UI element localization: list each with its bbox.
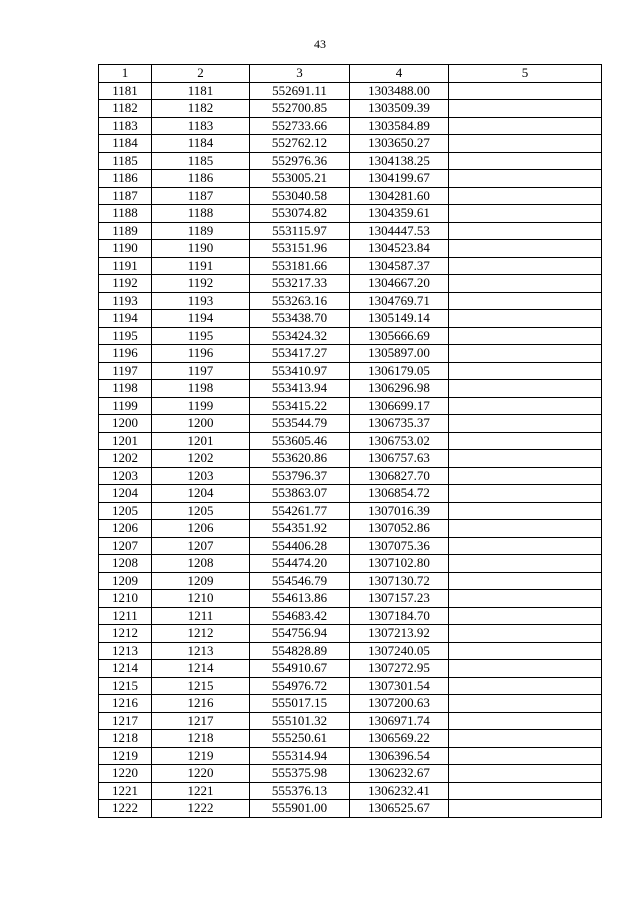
table-cell: 553005.21	[250, 170, 350, 188]
table-row	[99, 135, 602, 153]
table-cell: 553040.58	[250, 187, 350, 205]
table-cell: 1220	[152, 765, 250, 783]
table-cell: 1304199.67	[350, 170, 449, 188]
table-cell: 1304281.60	[350, 187, 449, 205]
table-cell: 1307157.23	[350, 590, 449, 608]
table-cell	[449, 275, 602, 293]
table-cell	[449, 467, 602, 485]
table-cell: 553151.96	[250, 240, 350, 258]
table-row	[99, 205, 602, 223]
table-cell: 1219	[152, 747, 250, 765]
table-cell	[449, 607, 602, 625]
table-cell: 553263.16	[250, 292, 350, 310]
table-cell: 1304769.71	[350, 292, 449, 310]
table-row	[99, 607, 602, 625]
table-cell	[449, 135, 602, 153]
table-cell: 1211	[99, 607, 152, 625]
table-row	[99, 257, 602, 275]
table-cell: 554756.94	[250, 625, 350, 643]
table-row	[99, 677, 602, 695]
table-cell: 552733.66	[250, 117, 350, 135]
table-cell: 1188	[152, 205, 250, 223]
column-header: 3	[250, 65, 350, 83]
table-cell: 1199	[99, 397, 152, 415]
table-cell: 1182	[99, 100, 152, 118]
table-cell: 1192	[152, 275, 250, 293]
coordinates-table	[98, 64, 602, 818]
table-cell: 552762.12	[250, 135, 350, 153]
table-row	[99, 327, 602, 345]
table-cell	[449, 205, 602, 223]
table-cell: 1198	[152, 380, 250, 398]
table-cell: 552700.85	[250, 100, 350, 118]
table-cell: 1306971.74	[350, 712, 449, 730]
table-row	[99, 520, 602, 538]
table-cell: 1188	[99, 205, 152, 223]
table-cell: 1181	[152, 82, 250, 100]
table-cell: 1209	[152, 572, 250, 590]
table-cell: 555101.32	[250, 712, 350, 730]
table-cell: 1218	[152, 730, 250, 748]
table-cell: 1202	[152, 450, 250, 468]
table-cell: 1305149.14	[350, 310, 449, 328]
table-cell: 1201	[152, 432, 250, 450]
table-cell: 1195	[99, 327, 152, 345]
table-cell: 1210	[99, 590, 152, 608]
table-cell: 1305897.00	[350, 345, 449, 363]
table-cell: 1192	[99, 275, 152, 293]
table-cell: 1304587.37	[350, 257, 449, 275]
table-cell: 552691.11	[250, 82, 350, 100]
column-header: 1	[99, 65, 152, 83]
table-header-row	[99, 65, 602, 83]
column-header: 2	[152, 65, 250, 83]
table-cell: 1303509.39	[350, 100, 449, 118]
table-cell: 1306179.05	[350, 362, 449, 380]
table-cell: 555250.61	[250, 730, 350, 748]
table-cell: 1207	[152, 537, 250, 555]
table-row	[99, 170, 602, 188]
table-cell: 1306396.54	[350, 747, 449, 765]
table-cell: 1306854.72	[350, 485, 449, 503]
table-cell	[449, 590, 602, 608]
table-cell: 1197	[152, 362, 250, 380]
table-cell: 1303488.00	[350, 82, 449, 100]
table-row	[99, 747, 602, 765]
table-cell: 1182	[152, 100, 250, 118]
table-cell: 553796.37	[250, 467, 350, 485]
table-row	[99, 502, 602, 520]
table-row	[99, 572, 602, 590]
table-row	[99, 642, 602, 660]
table-cell: 1196	[152, 345, 250, 363]
table-row	[99, 345, 602, 363]
table-cell	[449, 450, 602, 468]
table-cell: 553424.32	[250, 327, 350, 345]
table-cell: 1303650.27	[350, 135, 449, 153]
table-cell: 1214	[152, 660, 250, 678]
table-cell: 1208	[99, 555, 152, 573]
table-cell: 553544.79	[250, 415, 350, 433]
table-cell: 1190	[152, 240, 250, 258]
table-cell: 1304523.84	[350, 240, 449, 258]
table-cell: 1212	[152, 625, 250, 643]
table-cell	[449, 415, 602, 433]
table-cell: 553415.22	[250, 397, 350, 415]
table-cell	[449, 625, 602, 643]
table-cell	[449, 257, 602, 275]
table-cell: 552976.36	[250, 152, 350, 170]
table-cell: 1306525.67	[350, 800, 449, 818]
table-row	[99, 362, 602, 380]
table-cell: 1213	[99, 642, 152, 660]
table-row	[99, 800, 602, 818]
table-cell: 1209	[99, 572, 152, 590]
table-row	[99, 380, 602, 398]
table-cell: 1189	[152, 222, 250, 240]
table-cell: 1306827.70	[350, 467, 449, 485]
table-cell: 1307075.36	[350, 537, 449, 555]
table-cell: 1306753.02	[350, 432, 449, 450]
table-cell: 1193	[99, 292, 152, 310]
table-cell: 555017.15	[250, 695, 350, 713]
table-cell: 1181	[99, 82, 152, 100]
table-row	[99, 730, 602, 748]
table-row	[99, 450, 602, 468]
table-cell: 1189	[99, 222, 152, 240]
table-row	[99, 100, 602, 118]
table-cell: 554683.42	[250, 607, 350, 625]
table-cell: 1208	[152, 555, 250, 573]
table-cell	[449, 327, 602, 345]
table-cell: 1307130.72	[350, 572, 449, 590]
table-cell: 1200	[152, 415, 250, 433]
table-cell: 1307213.92	[350, 625, 449, 643]
table-cell: 1206	[99, 520, 152, 538]
table-cell: 1217	[99, 712, 152, 730]
table-cell	[449, 800, 602, 818]
table-cell: 1204	[99, 485, 152, 503]
table-cell: 1207	[99, 537, 152, 555]
table-cell: 1213	[152, 642, 250, 660]
table-row	[99, 82, 602, 100]
table-cell: 554261.77	[250, 502, 350, 520]
table-cell: 1183	[152, 117, 250, 135]
table-cell: 554828.89	[250, 642, 350, 660]
table-cell	[449, 117, 602, 135]
table-cell: 1204	[152, 485, 250, 503]
table-cell: 553863.07	[250, 485, 350, 503]
table-cell: 1307200.63	[350, 695, 449, 713]
table-cell: 1206	[152, 520, 250, 538]
column-header: 5	[449, 65, 602, 83]
table-cell	[449, 782, 602, 800]
table-cell: 554474.20	[250, 555, 350, 573]
table-cell: 1201	[99, 432, 152, 450]
table-cell	[449, 397, 602, 415]
table-cell: 1197	[99, 362, 152, 380]
table-cell: 1217	[152, 712, 250, 730]
table-cell	[449, 695, 602, 713]
table-cell	[449, 345, 602, 363]
table-cell	[449, 537, 602, 555]
table-cell: 1221	[152, 782, 250, 800]
table-cell: 1219	[99, 747, 152, 765]
table-cell: 1307016.39	[350, 502, 449, 520]
table-cell: 1211	[152, 607, 250, 625]
table-cell: 553181.66	[250, 257, 350, 275]
table-cell	[449, 747, 602, 765]
table-cell	[449, 660, 602, 678]
table-cell: 554406.28	[250, 537, 350, 555]
table-cell: 1186	[99, 170, 152, 188]
table-row	[99, 397, 602, 415]
table-cell	[449, 152, 602, 170]
table-cell: 1215	[152, 677, 250, 695]
table-cell	[449, 432, 602, 450]
table-row	[99, 222, 602, 240]
table-cell: 1190	[99, 240, 152, 258]
table-cell: 1221	[99, 782, 152, 800]
table-row	[99, 625, 602, 643]
table-cell: 1307102.80	[350, 555, 449, 573]
table-row	[99, 467, 602, 485]
table-cell: 1193	[152, 292, 250, 310]
table-cell: 554976.72	[250, 677, 350, 695]
table-row	[99, 415, 602, 433]
table-cell	[449, 642, 602, 660]
table-cell	[449, 100, 602, 118]
table-body	[99, 82, 602, 817]
table-cell	[449, 485, 602, 503]
table-cell: 1306735.37	[350, 415, 449, 433]
table-row	[99, 712, 602, 730]
table-row	[99, 292, 602, 310]
table-cell: 1203	[152, 467, 250, 485]
table-cell: 553438.70	[250, 310, 350, 328]
table-cell: 1216	[152, 695, 250, 713]
table-row	[99, 765, 602, 783]
table-cell: 1306699.17	[350, 397, 449, 415]
table-cell: 1222	[99, 800, 152, 818]
table-cell: 553417.27	[250, 345, 350, 363]
table-cell: 1307240.05	[350, 642, 449, 660]
table-row	[99, 432, 602, 450]
page-number: 43	[314, 37, 326, 51]
table-cell: 553115.97	[250, 222, 350, 240]
table-cell: 1187	[99, 187, 152, 205]
table-row	[99, 275, 602, 293]
table-cell: 1215	[99, 677, 152, 695]
table-cell: 1306232.41	[350, 782, 449, 800]
table-cell	[449, 310, 602, 328]
table-row	[99, 695, 602, 713]
table-row	[99, 117, 602, 135]
table-row	[99, 555, 602, 573]
table-cell	[449, 82, 602, 100]
table-cell: 1306232.67	[350, 765, 449, 783]
table-cell: 1216	[99, 695, 152, 713]
table-row	[99, 310, 602, 328]
table-cell: 1185	[99, 152, 152, 170]
table-cell: 1187	[152, 187, 250, 205]
table-cell: 555375.98	[250, 765, 350, 783]
table-cell: 553620.86	[250, 450, 350, 468]
table-cell: 1200	[99, 415, 152, 433]
table-row	[99, 187, 602, 205]
table-row	[99, 537, 602, 555]
table-cell: 1306569.22	[350, 730, 449, 748]
table-row	[99, 152, 602, 170]
table-cell	[449, 380, 602, 398]
table-cell: 1191	[99, 257, 152, 275]
table-cell: 553413.94	[250, 380, 350, 398]
table-cell	[449, 712, 602, 730]
table-cell	[449, 362, 602, 380]
table-cell	[449, 730, 602, 748]
table-cell	[449, 572, 602, 590]
table-cell: 1304138.25	[350, 152, 449, 170]
table-cell: 555376.13	[250, 782, 350, 800]
table-cell	[449, 170, 602, 188]
table-cell: 1307301.54	[350, 677, 449, 695]
table-cell: 1195	[152, 327, 250, 345]
table-cell: 1220	[99, 765, 152, 783]
table-cell	[449, 240, 602, 258]
table-row	[99, 782, 602, 800]
table-cell: 1183	[99, 117, 152, 135]
table-cell: 1205	[152, 502, 250, 520]
table-row	[99, 590, 602, 608]
table-cell	[449, 677, 602, 695]
table-cell: 1307052.86	[350, 520, 449, 538]
table-row	[99, 485, 602, 503]
table-cell	[449, 187, 602, 205]
table-cell	[449, 222, 602, 240]
table-cell: 1194	[152, 310, 250, 328]
column-header: 4	[350, 65, 449, 83]
table-cell: 1185	[152, 152, 250, 170]
table-cell: 1203	[99, 467, 152, 485]
table-cell: 1198	[99, 380, 152, 398]
table-cell: 1186	[152, 170, 250, 188]
table-cell: 554546.79	[250, 572, 350, 590]
table-cell	[449, 502, 602, 520]
table-cell: 1304447.53	[350, 222, 449, 240]
table-cell: 1218	[99, 730, 152, 748]
table-cell: 1212	[99, 625, 152, 643]
table-cell: 554910.67	[250, 660, 350, 678]
table-row	[99, 240, 602, 258]
table-cell: 1196	[99, 345, 152, 363]
table-cell	[449, 520, 602, 538]
table-cell: 553605.46	[250, 432, 350, 450]
table-cell: 1303584.89	[350, 117, 449, 135]
table-cell: 1304667.20	[350, 275, 449, 293]
table-cell: 1307184.70	[350, 607, 449, 625]
table-cell: 1184	[152, 135, 250, 153]
table-cell: 1306296.98	[350, 380, 449, 398]
table-cell: 1202	[99, 450, 152, 468]
table-cell	[449, 765, 602, 783]
table-cell: 553074.82	[250, 205, 350, 223]
table-cell: 553217.33	[250, 275, 350, 293]
table-cell: 1191	[152, 257, 250, 275]
table-cell: 1222	[152, 800, 250, 818]
table-cell: 1214	[99, 660, 152, 678]
table-row	[99, 660, 602, 678]
table-cell	[449, 292, 602, 310]
table-cell: 1210	[152, 590, 250, 608]
table-cell: 553410.97	[250, 362, 350, 380]
table-cell: 1194	[99, 310, 152, 328]
table-cell: 1304359.61	[350, 205, 449, 223]
table-cell: 555901.00	[250, 800, 350, 818]
table-cell: 1307272.95	[350, 660, 449, 678]
table-cell: 1306757.63	[350, 450, 449, 468]
table-cell: 1199	[152, 397, 250, 415]
table-cell: 1184	[99, 135, 152, 153]
table-cell: 1205	[99, 502, 152, 520]
table-cell: 555314.94	[250, 747, 350, 765]
table-cell: 554613.86	[250, 590, 350, 608]
table-cell	[449, 555, 602, 573]
table-cell: 1305666.69	[350, 327, 449, 345]
table-cell: 554351.92	[250, 520, 350, 538]
